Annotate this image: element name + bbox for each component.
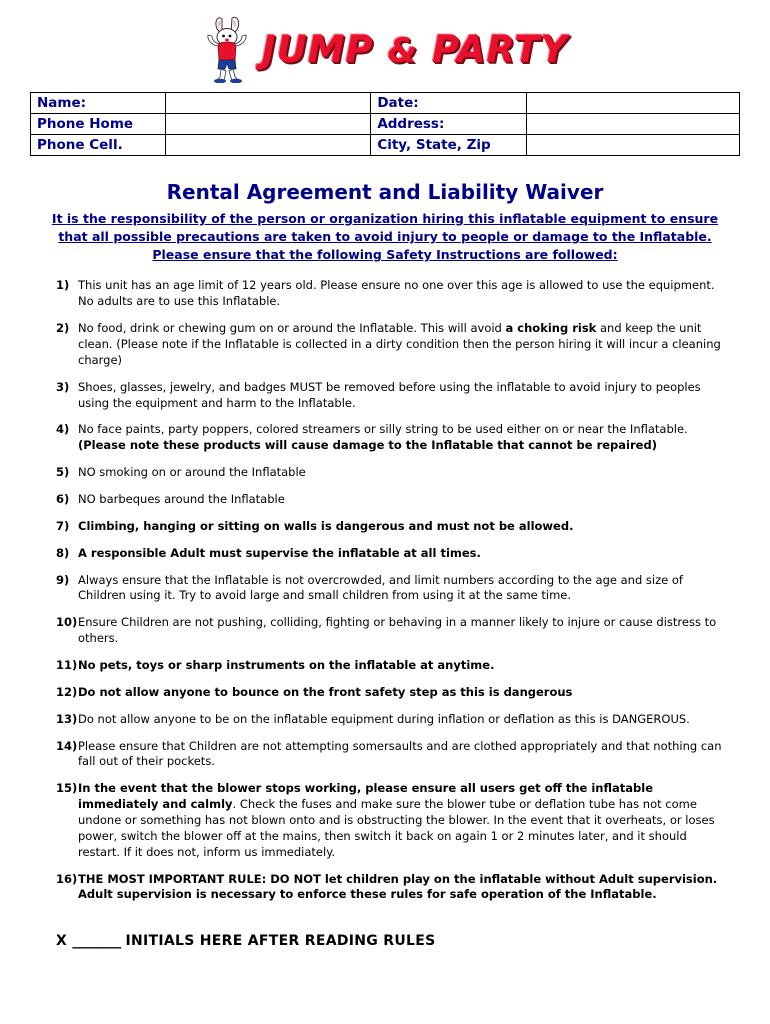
rule-text: In the event that the blower stops working, please ensure all users get off the inflatable immediately and calmly. Check the fuses and make sure the blower tube or deflation tube has not come undone or something has not blown onto and is obstructing the blower. In the event that it overheats, or loses power, switch the blower off at the mains, then switch it back on again 1 or 2 minutes later, and it should restart. If it does not, inform us immediately.	[78, 781, 715, 859]
rule-item	[56, 278, 732, 310]
rule-item	[56, 781, 732, 860]
page-title: Rental Agreement and Liability Waiver	[166, 180, 604, 204]
rule-text: Please ensure that Children are not attempting somersaults and are clothed appropriately and that nothing can fall out of their pockets.	[78, 738, 722, 769]
rule-item	[56, 573, 732, 605]
rule-number: 1)	[56, 278, 70, 293]
rule-text: Climbing, hanging or sitting on walls is dangerous and must not be allowed.	[78, 518, 574, 533]
rule-number: 5)	[56, 465, 70, 480]
rule-item	[56, 422, 732, 454]
rule-item	[56, 872, 732, 904]
jumping-rabbit-mascot-icon	[202, 15, 256, 83]
rule-text: Do not allow anyone to bounce on the front safety step as this is dangerous	[78, 684, 573, 699]
rule-text: A responsible Adult must supervise the inflatable at all times.	[78, 545, 481, 560]
label-address: Address:	[371, 114, 527, 135]
rule-item	[56, 465, 732, 481]
field-name[interactable]	[165, 93, 371, 114]
label-city-state-zip: City, State, Zip	[371, 135, 527, 156]
rule-number: 10)	[56, 615, 78, 630]
rule-number: 12)	[56, 684, 78, 699]
table-row	[31, 114, 740, 135]
field-address[interactable]	[527, 114, 740, 135]
field-phone-cell[interactable]	[165, 135, 371, 156]
rule-item	[56, 492, 732, 508]
rule-text: No face paints, party poppers, colored streamers or silly string to be used either on or near the Inflatable. (Please note these products will cause damage to the Inflatable that cannot be repaired)	[78, 422, 688, 453]
label-date: Date:	[371, 93, 527, 114]
customer-info-table	[30, 92, 740, 156]
rule-number: 11)	[56, 657, 78, 672]
rule-item	[56, 685, 732, 701]
lead-paragraph: It is the responsibility of the person or organization hiring this inflatable equipment to ensure that all possible precautions are taken to avoid injury to people or damage to the Inflatable. Please ensure that the following Safety Instructions are followed:	[51, 211, 719, 263]
rule-item	[56, 380, 732, 412]
rule-item	[56, 658, 732, 674]
rule-number: 9)	[56, 572, 70, 587]
initials-prefix: X	[56, 933, 68, 950]
rule-number: 14)	[56, 738, 78, 753]
rule-number: 15)	[56, 781, 78, 796]
rule-number: 16)	[56, 871, 78, 886]
rule-text: Ensure Children are not pushing, colliding, fighting or behaving in a manner likely to injure or cause distress to others.	[78, 615, 717, 646]
label-name: Name:	[31, 93, 166, 114]
rule-number: 6)	[56, 491, 70, 506]
rule-item	[56, 739, 732, 771]
rule-number: 2)	[56, 321, 70, 336]
brand-logo	[30, 10, 740, 88]
brand-primary: JUMP	[261, 27, 374, 71]
rule-text: NO barbeques around the Inflatable	[78, 491, 285, 506]
rule-text: No food, drink or chewing gum on or around the Inflatable. This will avoid a choking risk and keep the unit clean. (Please note if the Inflatable is collected in a dirty condition then the person hiring it will incur a cleaning charge)	[78, 321, 721, 367]
rule-item	[56, 615, 732, 647]
field-phone-home[interactable]	[165, 114, 371, 135]
table-row	[31, 93, 740, 114]
rule-text: No pets, toys or sharp instruments on the inflatable at anytime.	[78, 657, 495, 672]
rule-text: NO smoking on or around the Inflatable	[78, 465, 306, 480]
initials-instruction: INITIALS HERE AFTER READING RULES	[125, 933, 436, 950]
label-phone-home: Phone Home	[31, 114, 166, 135]
rule-item	[56, 321, 732, 369]
rule-number: 13)	[56, 711, 78, 726]
rule-number: 7)	[56, 518, 70, 533]
rule-number: 8)	[56, 545, 70, 560]
rule-item	[56, 546, 732, 562]
label-phone-cell: Phone Cell.	[31, 135, 166, 156]
initials-line	[56, 933, 740, 949]
safety-rules-list	[30, 278, 740, 903]
brand-amp: &	[387, 30, 419, 71]
rule-text: Do not allow anyone to be on the inflatable equipment during inflation or deflation as this is DANGEROUS.	[78, 711, 690, 726]
field-city-state-zip[interactable]	[527, 135, 740, 156]
rule-text: THE MOST IMPORTANT RULE: DO NOT let children play on the inflatable without Adult supervision. Adult supervision is necessary to enforce these rules for safe operation of the Inflatable.	[78, 871, 718, 902]
rule-text: Always ensure that the Inflatable is not overcrowded, and limit numbers according to the age and size of Children using it. Try to avoid large and small children from using it at the same time.	[78, 572, 683, 603]
initials-blank[interactable]: ________	[72, 933, 121, 950]
rule-text: This unit has an age limit of 12 years old. Please ensure no one over this age is allowed to use the equipment. No adults are to use this Inflatable.	[78, 278, 715, 309]
rule-number: 4)	[56, 422, 70, 437]
field-date[interactable]	[527, 93, 740, 114]
rule-number: 3)	[56, 379, 70, 394]
brand-wordmark	[261, 27, 569, 71]
rule-item	[56, 712, 732, 728]
table-row	[31, 135, 740, 156]
brand-secondary: PARTY	[431, 27, 569, 71]
rule-text: Shoes, glasses, jewelry, and badges MUST be removed before using the inflatable to avoid injury to peoples using the equipment and harm to the Inflatable.	[78, 379, 701, 410]
rule-item	[56, 519, 732, 535]
